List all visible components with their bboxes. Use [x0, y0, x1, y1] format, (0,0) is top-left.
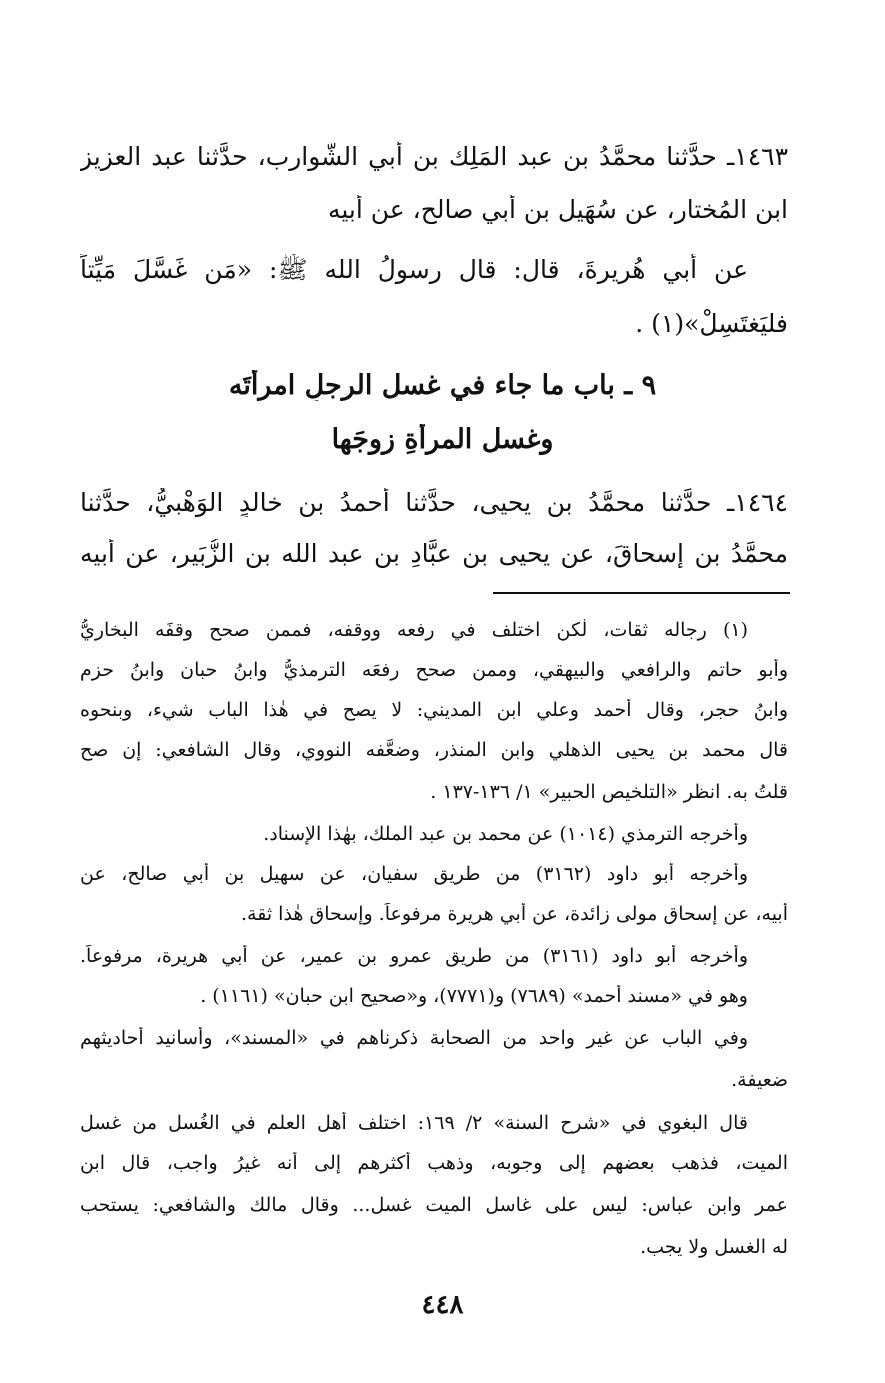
footnote-line: الميت، فذهب بعضهم إلى وجوبه، وذهب أكثرهم إلى أنه غيرُ واجب، قال ابن — [80, 1152, 788, 1174]
footnote-line: قلتُ به. انظر «التلخيص الحبير» ١/ ١٣٦-١٣٧ . — [430, 781, 788, 803]
hadith-1463-line-3: عن أبي هُريرةَ، قال: قال رسولُ الله ﷺ: «مَن غَسَّلَ مَيِّتاً — [80, 255, 748, 284]
footnote-line: وابنُ حجر، وقال أحمد وعلي ابن المديني: لا يصح في هٰذا الباب شيء، وبنحوه — [80, 699, 788, 721]
footnote-line: وأبو حاتم والرافعي والبيهقي، وممن صحح رفعَه الترمذيُّ وابنُ حبان وابنُ حزم — [80, 659, 788, 681]
footnote-line: ضعيفة. — [731, 1069, 788, 1091]
hadith-1463-line-4: فليَغتَسِلْ»(١) . — [635, 309, 788, 338]
chapter-heading-line-1: ٩ ـ باب ما جاء في غسل الرجلِ امرأتَه — [228, 370, 657, 401]
footnote-line: وأخرجه أبو داود (٣١٦١) من طريق عمرو بن عمير، عن أبي هريرة، مرفوعاً. — [80, 945, 748, 967]
hadith-1464-line-2: محمَّدُ بن إسحاقَ، عن يحيى بن عبَّادِ بن عبد الله بن الزُّبَير، عن أبيه — [80, 539, 788, 568]
hadith-1463-line-1: ١٤٦٣ـ حدَّثنا محمَّدُ بن عبد المَلِك بن أبي الشَّوارب، حدَّثنا عبد العزيز — [80, 142, 788, 171]
chapter-heading-line-2: وغسل المرأةِ زوجَها — [331, 424, 554, 455]
footnote-line: وهو في «مسند أحمد» (٧٦٨٩) و(٧٧٧١)، و«صحيح ابن حبان» (١١٦١) . — [200, 985, 748, 1007]
page-number: ٤٤٨ — [421, 1290, 464, 1320]
footnote-line: أبيه، عن إسحاق مولى زائدة، عن أبي هريرة مرفوعاً. وإسحاق هٰذا ثقة. — [241, 903, 788, 925]
hadith-1463-line-2: ابن المُختار، عن سُهَيلِ بن أبي صالحٍ، عن أبيه — [327, 195, 788, 224]
footnote-line: عمر وابن عباس: ليس على غاسل الميت غسل... وقال مالك والشافعي: يستحب — [80, 1194, 788, 1216]
hadith-1464-line-1: ١٤٦٤ـ حدَّثنا محمَّدُ بن يحيى، حدَّثنا أحمدُ بن خالدٍ الوَهْبيُّ، حدَّثنا — [80, 488, 788, 517]
footnote-line: قال البغوي في «شرح السنة» ٢/ ١٦٩: اختلف أهل العلم في الغُسل من غسل — [80, 1112, 748, 1134]
footnote-line: وفي الباب عن غير واحد من الصحابة ذكرناهم في «المسند»، وأسانيد أحاديثهم — [80, 1027, 748, 1049]
footnote-line: له الغسل ولا يجب. — [640, 1236, 788, 1258]
footnote-line: قال محمد بن يحيى الذهلي وابن المنذر، وضعَّفه النووي، وقال الشافعي: إن صح — [80, 739, 788, 761]
footnote-line: وأخرجه الترمذي (١٠١٤) عن محمد بن عبد الملك، بهٰذا الإسناد. — [263, 823, 748, 845]
footnote-line: (١) رجاله ثقات، لٰكن اختلف في رفعه ووقفه، فممن صحح وقفَه البخاريُّ — [80, 619, 748, 641]
footnote-line: وأخرجه أبو داود (٣١٦٢) من طريق سفيان، عن سهيل بن أبي صالح، عن — [80, 863, 748, 885]
footnote-separator — [493, 592, 790, 594]
